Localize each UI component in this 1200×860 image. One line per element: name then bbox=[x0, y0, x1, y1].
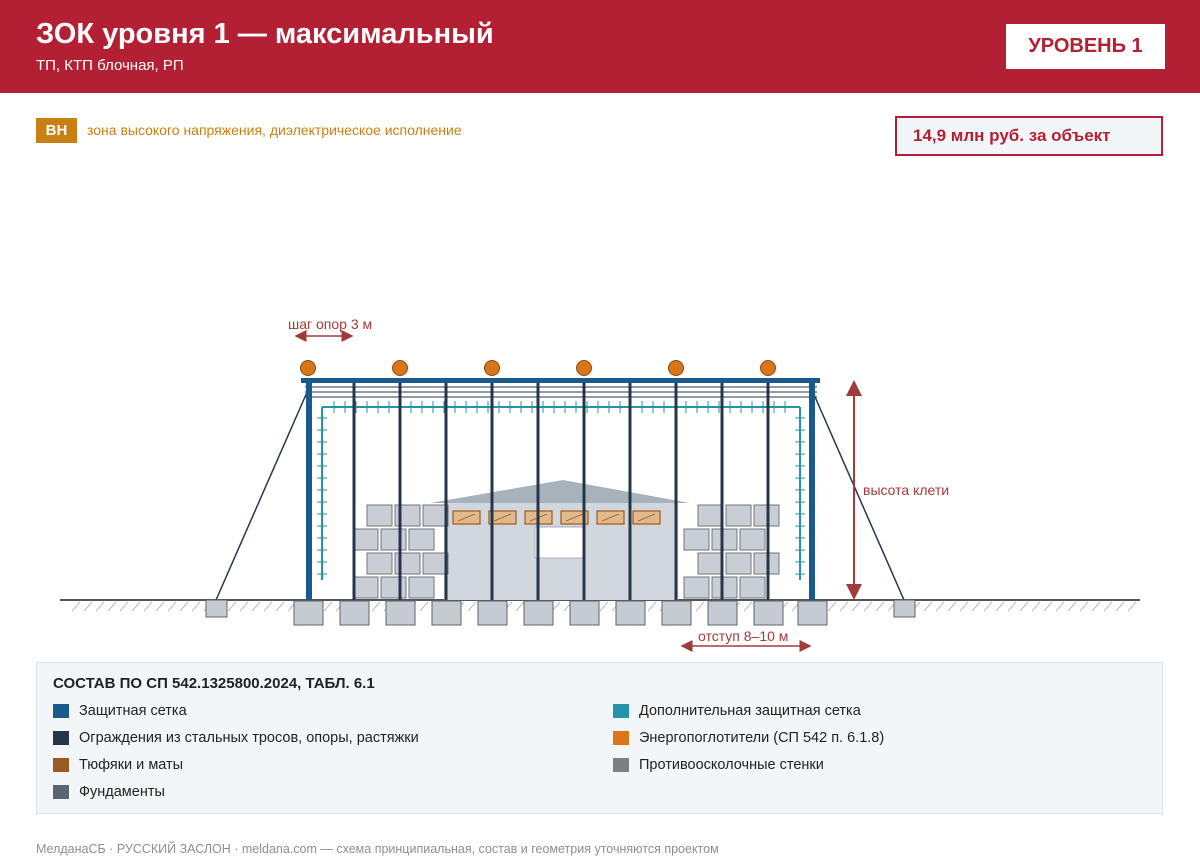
legend-item-blast-walls bbox=[613, 757, 824, 773]
legend-panel bbox=[36, 662, 1163, 814]
hatch-line bbox=[996, 602, 1004, 611]
wall-block bbox=[726, 505, 751, 526]
energy-absorber bbox=[577, 361, 592, 376]
hatch-line bbox=[372, 602, 380, 611]
foundations-row bbox=[294, 601, 827, 625]
energy-absorber bbox=[393, 361, 408, 376]
hatch-line bbox=[984, 602, 992, 611]
hatch-line bbox=[948, 602, 956, 611]
hatch-line bbox=[972, 602, 980, 611]
legend-title: СОСТАВ ПО СП 542.1325800.2024, ТАБЛ. 6.1 bbox=[53, 675, 375, 692]
legend-swatch bbox=[53, 731, 69, 745]
wall-block bbox=[740, 529, 765, 550]
foundation-block bbox=[524, 601, 553, 625]
wall-block bbox=[409, 577, 434, 598]
wall-block bbox=[726, 553, 751, 574]
hatch-line bbox=[1056, 602, 1064, 611]
foundation-block bbox=[478, 601, 507, 625]
hatch-line bbox=[276, 602, 284, 611]
wall-block bbox=[712, 577, 737, 598]
hatch-line bbox=[144, 602, 152, 611]
legend-swatch bbox=[613, 758, 629, 772]
hatch-line bbox=[168, 602, 176, 611]
hatch-line bbox=[1032, 602, 1040, 611]
hatch-line bbox=[1116, 602, 1124, 611]
legend-label: Защитная сетка bbox=[79, 703, 187, 719]
wall-block bbox=[423, 505, 448, 526]
building-window bbox=[535, 527, 585, 558]
legend-item-additional-net bbox=[613, 703, 861, 719]
foundation-block bbox=[708, 601, 737, 625]
hatch-line bbox=[324, 602, 332, 611]
hatch-line bbox=[468, 602, 476, 611]
building-roof bbox=[430, 480, 690, 503]
legend-label: Противоосколочные стенки bbox=[639, 757, 824, 773]
wall-block bbox=[381, 529, 406, 550]
energy-absorbers bbox=[301, 361, 776, 376]
hatch-line bbox=[1080, 602, 1088, 611]
hatch-line bbox=[108, 602, 116, 611]
energy-absorber bbox=[669, 361, 684, 376]
legend-label: Тюфяки и маты bbox=[79, 757, 184, 773]
page-subtitle: ТП, КТП блочная, РП bbox=[36, 57, 184, 74]
hatch-line bbox=[600, 602, 608, 611]
legend-swatch bbox=[613, 704, 629, 718]
top-beam bbox=[301, 378, 820, 383]
legend-label: Ограждения из стальных тросов, опоры, растяжки bbox=[79, 730, 419, 746]
legend-swatch bbox=[53, 785, 69, 799]
offset-label: отступ 8–10 м bbox=[698, 628, 789, 644]
steel-cables bbox=[305, 387, 817, 397]
hatch-line bbox=[1092, 602, 1100, 611]
wall-block bbox=[367, 553, 392, 574]
wall-block bbox=[684, 529, 709, 550]
legend-item-cables bbox=[53, 730, 419, 746]
foundation-block bbox=[754, 601, 783, 625]
wall-block bbox=[409, 529, 434, 550]
legend-swatch bbox=[53, 704, 69, 718]
foundation-block bbox=[432, 601, 461, 625]
energy-absorber bbox=[761, 361, 776, 376]
hatch-line bbox=[156, 602, 164, 611]
legend-label: Дополнительная защитная сетка bbox=[639, 703, 861, 719]
wall-block bbox=[353, 529, 378, 550]
wall-block bbox=[367, 505, 392, 526]
legend-label: Энергопоглотители (СП 542 п. 6.1.8) bbox=[639, 730, 885, 746]
hatch-line bbox=[192, 602, 200, 611]
hatch-line bbox=[132, 602, 140, 611]
hatch-line bbox=[1020, 602, 1028, 611]
legend-item-foundations bbox=[53, 784, 165, 800]
hatch-line bbox=[828, 602, 836, 611]
hatch-line bbox=[120, 602, 128, 611]
hatch-line bbox=[864, 602, 872, 611]
foundation-block bbox=[294, 601, 323, 625]
legend-item-energy-absorbers bbox=[613, 730, 884, 746]
hatch-line bbox=[516, 602, 524, 611]
zone-tag: ВН bbox=[36, 118, 77, 143]
anchor-foundation-left bbox=[206, 600, 227, 617]
hatch-line bbox=[960, 602, 968, 611]
foundation-block bbox=[386, 601, 415, 625]
ground-hatching bbox=[72, 602, 1136, 611]
hatch-line bbox=[264, 602, 272, 611]
hatch-line bbox=[876, 602, 884, 611]
wall-block bbox=[712, 529, 737, 550]
height-label: высота клети bbox=[863, 482, 950, 498]
hatch-line bbox=[252, 602, 260, 611]
footer-note: МелданаСБ · РУССКИЙ ЗАСЛОН · meldana.com — схема принципиальная, состав и геометрия уточняются проектом bbox=[36, 842, 719, 856]
hatch-line bbox=[852, 602, 860, 611]
foundation-block bbox=[340, 601, 369, 625]
page-title: ЗОК уровня 1 — максимальный bbox=[36, 18, 494, 50]
legend-swatch bbox=[53, 758, 69, 772]
price-box: 14,9 млн руб. за объект bbox=[895, 116, 1163, 156]
hatch-line bbox=[840, 602, 848, 611]
hatch-line bbox=[648, 602, 656, 611]
wall-block bbox=[698, 553, 723, 574]
hatch-line bbox=[1068, 602, 1076, 611]
hatch-line bbox=[180, 602, 188, 611]
wall-block bbox=[740, 577, 765, 598]
foundation-block bbox=[616, 601, 645, 625]
foundation-block bbox=[798, 601, 827, 625]
wall-block bbox=[684, 577, 709, 598]
hatch-line bbox=[1104, 602, 1112, 611]
hatch-line bbox=[240, 602, 248, 611]
hatch-line bbox=[84, 602, 92, 611]
hatch-line bbox=[696, 602, 704, 611]
hatch-line bbox=[1008, 602, 1016, 611]
hatch-line bbox=[744, 602, 752, 611]
energy-absorber bbox=[485, 361, 500, 376]
legend-item-mats bbox=[53, 757, 183, 773]
wall-block bbox=[381, 577, 406, 598]
wall-block bbox=[698, 505, 723, 526]
anchor-foundation-right bbox=[894, 600, 915, 617]
hatch-line bbox=[96, 602, 104, 611]
hatch-line bbox=[228, 602, 236, 611]
zone-description: зона высокого напряжения, диэлектрическое исполнение bbox=[87, 122, 462, 138]
level-badge: УРОВЕНЬ 1 bbox=[1006, 24, 1165, 69]
wall-block bbox=[423, 553, 448, 574]
hatch-line bbox=[72, 602, 80, 611]
foundation-block bbox=[570, 601, 599, 625]
hatch-line bbox=[936, 602, 944, 611]
pitch-label: шаг опор 3 м bbox=[288, 316, 373, 332]
hatch-line bbox=[1044, 602, 1052, 611]
legend-label: Фундаменты bbox=[79, 784, 165, 800]
hatch-line bbox=[420, 602, 428, 611]
wall-block bbox=[353, 577, 378, 598]
hatch-line bbox=[1128, 602, 1136, 611]
energy-absorber bbox=[301, 361, 316, 376]
foundation-block bbox=[662, 601, 691, 625]
legend-item-protective-net bbox=[53, 703, 187, 719]
legend-swatch bbox=[613, 731, 629, 745]
guy-wire-left bbox=[216, 390, 308, 600]
hatch-line bbox=[924, 602, 932, 611]
